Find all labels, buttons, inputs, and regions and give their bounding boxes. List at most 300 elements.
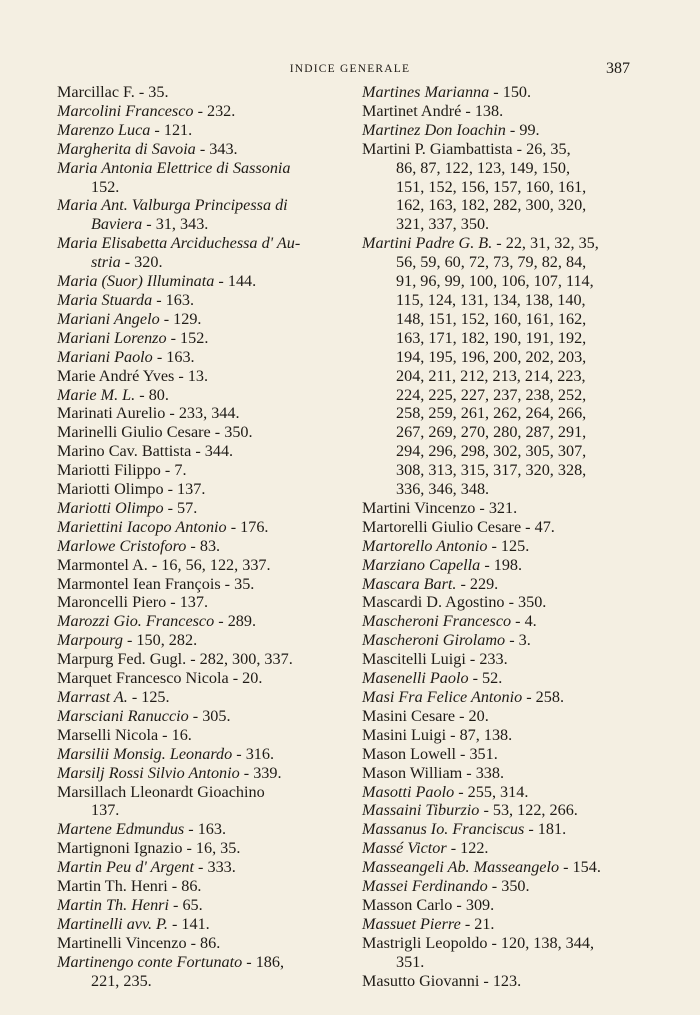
index-entry [57,102,341,121]
entry-italic-text: Marsilj Rossi Silvio Antonio [57,763,240,782]
index-entry-line [57,669,341,688]
entry-text: Mason William - 338. [362,763,505,782]
index-entry [362,896,636,915]
entry-text: - 163. [152,347,195,366]
entry-text: Martinet André - 138. [362,101,504,120]
index-entry-line [57,367,341,386]
index-entry-line [57,612,341,631]
index-entry [57,575,341,594]
index-entry [57,404,341,423]
entry-text: - 350. [487,877,530,896]
entry-text: - 31, 343. [142,215,209,234]
index-entry-line [57,896,341,915]
index-entry-line [362,820,636,839]
index-entry [362,631,636,650]
entry-text: Marmontel Iean François - 35. [57,574,255,593]
index-entry [362,140,636,235]
index-entry-line [57,480,341,499]
index-entry-line [362,121,636,140]
entry-text: Martinelli Vincenzo - 86. [57,933,221,952]
index-entry-continuation [57,178,341,197]
index-entry [57,745,341,764]
entry-text: - 125. [487,536,530,555]
entry-text: - 150. [489,83,532,101]
index-entry [57,953,341,991]
entry-text: - 163. [184,820,227,839]
entry-text: - 176. [226,517,269,536]
entry-italic-text: Martini Padre G. B. [362,234,493,253]
index-entry-line [57,348,341,367]
entry-text: Marmontel A. - 16, 56, 122, 337. [57,555,271,574]
index-entry [57,367,341,386]
index-entry-line [362,934,636,953]
index-entry-line [57,386,341,405]
index-entry-line [57,102,341,121]
index-entry-line [57,953,341,972]
entry-text: 152. [91,177,120,196]
index-entry-continuation [362,480,636,499]
index-entry [362,839,636,858]
index-entry-continuation [362,178,636,197]
index-entry-line [362,102,636,121]
index-entry-continuation [362,196,636,215]
entry-italic-text: Massé Victor [362,839,447,858]
index-entry-line [362,839,636,858]
index-entry [57,461,341,480]
entry-italic-text: Maria Elisabetta Arciduchessa d' Au- [57,234,301,253]
index-entry-line [57,423,341,442]
index-entry-line [362,575,636,594]
index-entry [362,820,636,839]
entry-italic-text: Masenelli Paolo [362,669,469,688]
index-entry-line [57,575,341,594]
index-entry [57,386,341,405]
index-entry-continuation [362,329,636,348]
entry-text: Marino Cav. Battista - 344. [57,442,234,461]
entry-text: 294, 296, 298, 302, 305, 307, [396,442,587,461]
entry-text: Martignoni Ignazio - 16, 35. [57,839,241,858]
entry-text: - 80. [135,385,169,404]
entry-text: Marinelli Giulio Cesare - 350. [57,423,253,442]
index-entry [57,726,341,745]
entry-italic-text: Masseangeli Ab. Masseangelo [362,858,560,877]
entry-text: - 255, 314. [454,782,529,801]
index-entry-line [57,707,341,726]
entry-italic-text: Mariotti Olimpo [57,498,164,517]
entry-text: 221, 235. [91,971,152,990]
entry-italic-text: Masotti Paolo [362,782,455,801]
entry-italic-text: Maria (Suor) Illuminata [57,272,215,291]
entry-text: - 141. [167,914,210,933]
index-entry-line [57,556,341,575]
entry-italic-text: Maria Antonia Elettrice di Sassonia [57,158,291,177]
entry-text: Marsillach Lleonardt Gioachino [57,782,265,801]
index-entry [362,593,636,612]
index-entry-line [57,461,341,480]
entry-text: Marselli Nicola - 16. [57,725,192,744]
index-entry-line [362,896,636,915]
entry-italic-text: Maria Ant. Valburga Principessa di [57,196,288,215]
index-entry-line [362,650,636,669]
index-entry-line [362,518,636,537]
index-entry [57,423,341,442]
entry-text: - 339. [239,763,282,782]
index-entry-continuation [362,310,636,329]
index-entry [362,858,636,877]
entry-text: 204, 211, 212, 213, 214, 223, [396,366,586,385]
index-entry [362,877,636,896]
entry-text: - 21. [460,914,495,933]
entry-text: - 65. [168,895,203,914]
index-column-left [57,83,341,991]
index-entry [57,537,341,556]
index-entry-line [362,593,636,612]
index-entry [57,310,341,329]
index-entry-line [57,745,341,764]
index-entry-line [57,234,341,253]
index-entry-line [362,915,636,934]
index-entry-line [57,121,341,140]
entry-italic-text: Massuet Pierre [362,914,461,933]
entry-text: 258, 259, 261, 262, 264, 266, [396,404,587,423]
entry-text: 91, 96, 99, 100, 106, 107, 114, [396,272,594,291]
index-entry-line [362,783,636,802]
index-entry-line [57,726,341,745]
index-entry-continuation [57,215,341,234]
entry-text: - 320. [120,253,163,272]
index-entry-line [362,707,636,726]
entry-italic-text: Margherita di Savoia [57,139,196,158]
entry-italic-text: Mariani Lorenzo [57,328,167,347]
entry-italic-text: Marie M. L. [57,385,136,404]
index-entry-continuation [362,291,636,310]
index-entry [362,83,636,102]
index-entry [57,896,341,915]
index-entry-continuation [362,159,636,178]
index-entry-line [362,140,636,159]
entry-text: - 186, [242,952,285,971]
entry-text: - 150, 282. [122,631,198,650]
index-entry-line [57,404,341,423]
entry-text: - 289. [214,612,257,631]
index-entry [57,83,341,102]
index-entry-line [57,442,341,461]
index-entry [362,575,636,594]
entry-text: - 53, 122, 266. [479,801,578,820]
entry-text: 224, 225, 227, 237, 238, 252, [396,385,587,404]
index-entry [362,783,636,802]
index-entry [362,650,636,669]
index-entry-line [57,593,341,612]
index-entry [362,726,636,745]
index-entry-line [57,764,341,783]
index-entry [362,764,636,783]
entry-italic-text: Massei Ferdinando [362,877,488,896]
entry-text: - 122. [446,839,489,858]
entry-italic-text: Martin Th. Henri [57,895,169,914]
index-entry [362,102,636,121]
index-entry-line [57,83,341,102]
entry-italic-text: Baviera [91,215,143,234]
entry-italic-text: Mascara Bart. [362,574,457,593]
entry-text: Martini P. Giambattista - 26, 35, [362,139,571,158]
index-entry-line [362,972,636,991]
page-number: 387 [606,60,630,77]
index-entry [362,915,636,934]
index-entry-line [57,934,341,953]
entry-text: Mariotti Filippo - 7. [57,461,187,480]
entry-text: Mariotti Olimpo - 137. [57,480,206,499]
entry-text: 151, 152, 156, 157, 160, 161, [396,177,587,196]
index-entry-continuation [57,253,341,272]
entry-text: Maroncelli Piero - 137. [57,593,209,612]
index-entry [57,858,341,877]
entry-text: - 57. [163,498,198,517]
entry-text: Masutto Giovanni - 123. [362,971,522,990]
index-entry-line [57,537,341,556]
entry-italic-text: Martene Edmundus [57,820,185,839]
entry-text: - 121. [150,120,193,139]
entry-text: - 305. [188,706,231,725]
entry-italic-text: Marsilii Monsig. Leonardo [57,744,233,763]
index-entry [57,877,341,896]
index-entry-line [362,745,636,764]
entry-text: - 229. [456,574,499,593]
index-entry [57,631,341,650]
index-entry-line [362,764,636,783]
entry-text: 336, 346, 348. [396,480,490,499]
index-entry [57,934,341,953]
entry-italic-text: Martinez Don Ioachin [362,120,506,139]
index-entry [57,159,341,197]
index-entry [57,442,341,461]
entry-text: 351. [396,952,425,971]
entry-text: - 83. [186,536,221,555]
index-entry-line [57,915,341,934]
index-entry [57,121,341,140]
entry-italic-text: Martinelli avv. P. [57,914,168,933]
entry-text: Martorelli Giulio Cesare - 47. [362,517,555,536]
entry-text: Mason Lowell - 351. [362,744,498,763]
index-entry-line [57,877,341,896]
index-entry-line [362,726,636,745]
entry-italic-text: Massanus Io. Franciscus [362,820,525,839]
entry-text: - 22, 31, 32, 35, [492,234,599,253]
running-head [0,60,700,80]
entry-italic-text: Marpourg [57,631,123,650]
entry-text: Masson Carlo - 309. [362,895,495,914]
index-entry [57,650,341,669]
entry-italic-text: Marlowe Cristoforo [57,536,187,555]
index-entry-line [362,669,636,688]
entry-text: 148, 151, 152, 160, 161, 162, [396,309,587,328]
entry-text: Marquet Francesco Nicola - 20. [57,669,263,688]
index-entry [362,972,636,991]
index-entry [57,688,341,707]
index-entry-line [362,801,636,820]
index-entry-line [57,858,341,877]
entry-text: Marpurg Fed. Gugl. - 282, 300, 337. [57,650,293,669]
index-entry-continuation [362,253,636,272]
index-entry [362,234,636,499]
index-entry [57,518,341,537]
index-entry [362,537,636,556]
entry-italic-text: Mariani Angelo [57,309,160,328]
entry-text: - 316. [232,744,275,763]
index-entry-line [362,83,636,102]
index-entry [57,140,341,159]
entry-italic-text: Martines Marianna [362,83,490,101]
index-entry [362,669,636,688]
entry-text: 267, 269, 270, 280, 287, 291, [396,423,587,442]
index-entry [57,820,341,839]
entry-text: - 99. [505,120,540,139]
index-entry-line [362,858,636,877]
index-entry [57,480,341,499]
entry-text: Marie André Yves - 13. [57,366,209,385]
entry-italic-text: Marozzi Gio. Francesco [57,612,215,631]
entry-italic-text: Marenzo Luca [57,120,151,139]
index-entry [57,196,341,234]
entry-text: - 52. [468,669,503,688]
entry-text: Mascitelli Luigi - 233. [362,650,508,669]
index-entry [57,915,341,934]
index-entry-line [57,329,341,348]
index-entry-line [57,140,341,159]
entry-italic-text: Maria Stuarda [57,290,153,309]
index-entry-line [57,839,341,858]
index-entry-continuation [362,461,636,480]
index-entry [57,499,341,518]
index-entry-line [57,499,341,518]
index-entry [57,839,341,858]
index-entry [57,556,341,575]
entry-text: 86, 87, 122, 123, 149, 150, [396,158,571,177]
entry-text: - 333. [194,858,236,877]
index-entry [57,764,341,783]
entry-text: - 3. [505,631,531,650]
index-entry-continuation [57,972,341,991]
index-entry [362,745,636,764]
entry-text: 137. [91,801,120,820]
index-entry [57,669,341,688]
entry-italic-text: Marrast A. [57,688,128,706]
entry-text: - 181. [524,820,567,839]
entry-italic-text: Martorello Antonio [362,536,488,555]
index-entry [362,556,636,575]
index-entry [362,499,636,518]
index-entry-line [57,650,341,669]
entry-text: - 129. [159,309,202,328]
index-entry [57,783,341,821]
index-entry [362,518,636,537]
index-entry-line [362,688,636,707]
index-entry-line [57,272,341,291]
entry-text: - 343. [195,139,238,158]
entry-italic-text: Marsciani Ranuccio [57,706,189,725]
index-entry [57,272,341,291]
entry-text: 321, 337, 350. [396,215,490,234]
entry-text: Masini Luigi - 87, 138. [362,725,513,744]
index-entry [57,329,341,348]
index-entry-line [362,499,636,518]
index-entry-continuation [362,367,636,386]
index-column-right [362,83,636,991]
index-entry-line [362,612,636,631]
index-entry-continuation [362,386,636,405]
entry-text: 162, 163, 182, 282, 300, 320, [396,196,587,215]
index-entry-line [57,310,341,329]
index-entry-continuation [362,272,636,291]
entry-text: - 163. [152,290,194,309]
index-entry-continuation [362,953,636,972]
entry-italic-text: Marziano Capella [362,555,481,574]
entry-italic-text: Mascheroni Francesco [362,612,512,631]
index-entry [57,348,341,367]
entry-italic-text: Martinengo conte Fortunato [57,952,243,971]
entry-text: 163, 171, 182, 190, 191, 192, [396,328,587,347]
entry-text: - 144. [214,272,257,291]
index-entry [57,291,341,310]
index-entry-line [57,631,341,650]
entry-text: 194, 195, 196, 200, 202, 203, [396,347,587,366]
index-entry-line [57,159,341,178]
index-entry-line [57,783,341,802]
index-entry [57,707,341,726]
entry-italic-text: stria [91,253,121,272]
entry-text: - 154. [559,858,601,877]
index-entry [362,688,636,707]
entry-text: - 125. [127,688,170,706]
index-entry-line [57,820,341,839]
index-entry-continuation [362,423,636,442]
entry-text: Martin Th. Henri - 86. [57,877,202,896]
entry-text: Marinati Aurelio - 233, 344. [57,404,240,423]
entry-text: - 4. [511,612,537,631]
index-entry [362,934,636,972]
index-entry-line [57,518,341,537]
entry-text: 56, 59, 60, 72, 73, 79, 82, 84, [396,253,587,272]
entry-text: Marcillac F. - 35. [57,83,169,101]
index-entry-continuation [362,215,636,234]
index-entry-line [362,877,636,896]
index-entry [57,234,341,272]
index-entry [362,801,636,820]
index-entry-continuation [362,442,636,461]
entry-text: - 232. [193,101,236,120]
index-entry-line [57,688,341,707]
index-entry-continuation [362,348,636,367]
entry-text: - 258. [522,688,565,706]
entry-text: - 198. [480,555,523,574]
entry-italic-text: Massaini Tiburzio [362,801,480,820]
index-entry [362,707,636,726]
index-entry-line [362,556,636,575]
index-entry-continuation [57,801,341,820]
running-title: INDICE GENERALE [289,63,411,75]
entry-italic-text: Martin Peu d' Argent [57,858,194,877]
entry-text: Mastrigli Leopoldo - 120, 138, 344, [362,933,594,952]
index-entry-line [362,631,636,650]
entry-italic-text: Mascheroni Girolamo [362,631,506,650]
entry-text: 115, 124, 131, 134, 138, 140, [396,290,586,309]
index-entry-line [57,196,341,215]
index-entry-line [362,234,636,253]
index-entry-line [57,291,341,310]
entry-text: Martini Vincenzo - 321. [362,498,518,517]
index-entry [57,612,341,631]
index-entry-continuation [362,404,636,423]
